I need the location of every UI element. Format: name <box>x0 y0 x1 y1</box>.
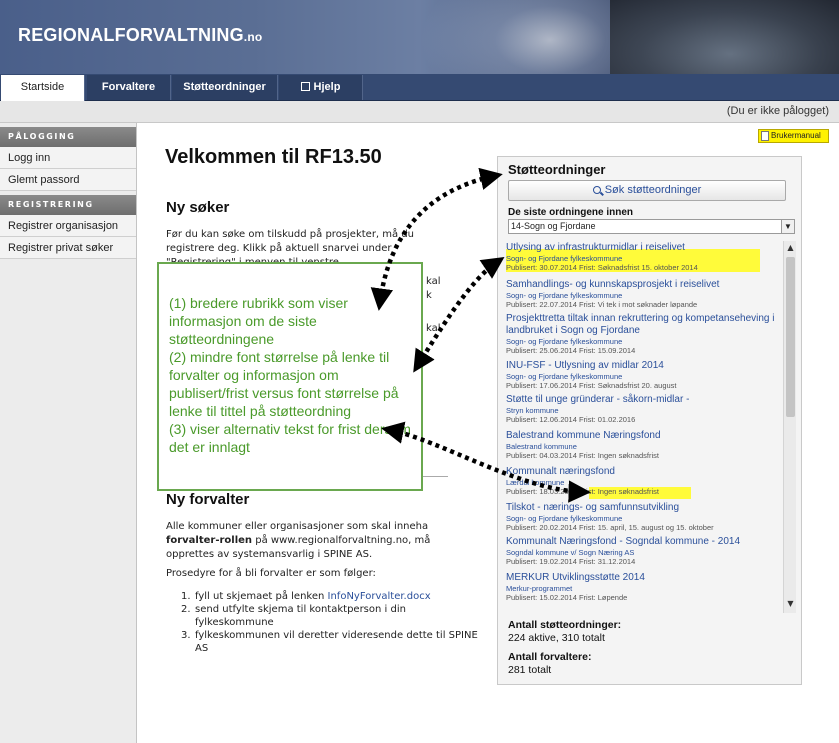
tab-forvaltere[interactable]: Forvaltere <box>87 75 171 100</box>
stats-managers-value: 281 totalt <box>508 664 552 676</box>
main-nav <box>0 74 839 101</box>
sidebar <box>0 123 137 743</box>
list-item[interactable] <box>506 466 782 496</box>
scroll-down-icon[interactable]: ▼ <box>787 599 794 608</box>
tab-startside[interactable]: Startside <box>1 75 85 102</box>
scheme-title-link[interactable]: Prosjekttretta tiltak innan rekruttering og kompetanseheving i landbruket i Sogn og Fjordane <box>506 313 775 336</box>
scheme-meta: Publisert: 25.06.2014 Frist: 15.09.2014 <box>506 346 636 355</box>
info-doc-link[interactable]: InfoNyForvalter.docx <box>327 591 431 602</box>
list-item[interactable] <box>506 502 782 532</box>
hidden-text-fragment: kal <box>426 323 441 334</box>
scheme-owner-link[interactable]: Balestrand kommune <box>506 442 577 451</box>
list-item[interactable] <box>506 279 782 309</box>
scheme-meta: Publisert: 15.02.2014 Frist: Løpende <box>506 593 628 602</box>
sidebar-heading-registrering: REGISTRERING <box>0 195 136 215</box>
scheme-title-link[interactable]: Balestrand kommune Næringsfond <box>506 430 661 441</box>
list-item[interactable] <box>506 394 782 424</box>
scheme-meta: Publisert: 30.07.2014 Frist: Søknadsfrist 15. oktober 2014 <box>506 263 698 272</box>
scheme-title-link[interactable]: Støtte til unge gründerar - såkorn-midlar - <box>506 394 690 405</box>
search-schemes-button[interactable]: Søk støtteordninger <box>508 180 786 201</box>
stats-managers-label: Antall forvaltere: <box>508 651 592 663</box>
new-manager-text: Alle kommuner eller organisasjoner som skal inneha forvalter-rollen på www.regionalforvaltning.no, må opprettes av systemansvarlig i SPINE AS. <box>166 521 431 560</box>
scheme-meta: Publisert: 19.02.2014 Frist: 31.12.2014 <box>506 557 636 566</box>
scheme-title-link[interactable]: MERKUR Utviklingsstøtte 2014 <box>506 572 645 583</box>
scheme-title-link[interactable]: Samhandlings- og kunnskapsprosjekt i reiselivet <box>506 279 720 290</box>
list-item[interactable] <box>506 242 782 272</box>
hidden-text-fragment: kal <box>426 276 441 287</box>
list-item: 1. fyll ut skjemaet på lenken InfoNyForvalter.docx <box>181 591 431 602</box>
scheme-owner-link[interactable]: Stryn kommune <box>506 406 559 415</box>
annotation-callout <box>157 262 423 491</box>
header-planet-image <box>610 0 839 74</box>
scroll-thumb[interactable] <box>786 257 795 417</box>
login-status: (Du er ikke pålogget) <box>726 105 829 117</box>
scheme-owner-link[interactable]: Sogndal kommune v/ Sogn Næring AS <box>506 548 635 557</box>
list-item[interactable] <box>506 360 782 390</box>
list-item[interactable] <box>506 313 782 355</box>
sidebar-item-registrer-organisasjon[interactable]: Registrer organisasjon <box>0 215 136 237</box>
new-manager-heading: Ny forvalter <box>166 491 250 508</box>
tab-hjelp[interactable]: Hjelp <box>279 75 363 100</box>
site-header <box>0 0 839 74</box>
schemes-list <box>506 240 782 612</box>
scheme-owner-link[interactable]: Sogn- og Fjordane fylkeskommune <box>506 514 623 523</box>
external-link-icon <box>301 82 310 91</box>
search-icon <box>593 186 601 194</box>
scheme-meta: Publisert: 22.07.2014 Frist: Vi tek i mot søknader løpande <box>506 300 698 309</box>
procedure-text: Prosedyre for å bli forvalter er som følger: <box>166 568 376 579</box>
scheme-title-link[interactable]: INU-FSF - Utlysning av midlar 2014 <box>506 360 664 371</box>
scheme-meta: Publisert: 04.03.2014 Frist: Ingen søknadsfrist <box>506 451 659 460</box>
scheme-owner-link[interactable]: Sogn- og Fjordane fylkeskommune <box>506 337 623 346</box>
scheme-owner-link[interactable]: Sogn- og Fjordane fylkeskommune <box>506 254 623 263</box>
scroll-up-icon[interactable]: ▲ <box>787 243 794 252</box>
sidebar-item-registrer-privat-soker[interactable]: Registrer privat søker <box>0 237 136 259</box>
county-select[interactable]: 14-Sogn og Fjordane ▼ <box>508 219 795 234</box>
scheme-owner-link[interactable]: Sogn- og Fjordane fylkeskommune <box>506 291 623 300</box>
list-item[interactable] <box>506 430 782 460</box>
site-logo[interactable]: REGIONALFORVALTNING.no <box>18 25 263 45</box>
scheme-title-link[interactable]: Utlysing av infrastrukturmidlar i reiselivet <box>506 242 685 253</box>
scheme-title-link[interactable]: Tilskot - nærings- og samfunnsutvikling <box>506 502 680 513</box>
new-applicant-text: Før du kan søke om tilskudd på prosjekter, må du registrere deg. Klikk på aktuell snarvei under <box>166 229 415 254</box>
sidebar-item-glemt-passord[interactable]: Glemt passord <box>0 169 136 191</box>
scheme-meta: Publisert: 12.06.2014 Frist: 01.02.2016 <box>506 415 636 424</box>
scheme-title-link[interactable]: Kommunalt Næringsfond - Sogndal kommune - 2014 <box>506 536 741 547</box>
hidden-text-fragment: k <box>426 290 432 301</box>
list-item: 2. send utfylte skjema til kontaktperson i din fylkeskommune <box>181 604 406 628</box>
list-item: 3. fylkeskommunen vil deretter videresende dette til SPINE AS <box>181 630 478 654</box>
divider <box>420 476 448 477</box>
new-applicant-heading: Ny søker <box>166 199 230 216</box>
tab-stotteordninger[interactable]: Støtteordninger <box>172 75 278 100</box>
stats-schemes-value: 224 aktive, 310 totalt <box>508 632 605 644</box>
scheme-owner-link[interactable]: Lærdal kommune <box>506 478 565 487</box>
scheme-owner-link[interactable]: Merkur-programmet <box>506 584 573 593</box>
list-item[interactable] <box>506 536 782 566</box>
schemes-panel <box>497 156 802 685</box>
scheme-meta: Publisert: 18.03.2014 Frist: Ingen søknadsfrist <box>506 487 659 496</box>
panel-title: Støtteordninger <box>508 162 606 177</box>
status-bar <box>0 101 839 123</box>
scheme-meta: Publisert: 17.06.2014 Frist: Søknadsfrist 20. august <box>506 381 677 390</box>
chevron-down-icon: ▼ <box>781 220 794 233</box>
user-manual-button[interactable]: Brukermanual <box>758 129 829 143</box>
list-scrollbar[interactable] <box>783 241 796 613</box>
list-item[interactable] <box>506 572 782 602</box>
scheme-owner-link[interactable]: Sogn- og Fjordane fylkeskommune <box>506 372 623 381</box>
page-title: Velkommen til RF13.50 <box>165 146 382 168</box>
latest-label: De siste ordningene innen <box>508 207 634 218</box>
procedure-steps <box>181 590 481 655</box>
document-icon <box>761 131 769 141</box>
stats-schemes-label: Antall støtteordninger: <box>508 619 622 631</box>
scheme-title-link[interactable]: Kommunalt næringsfond <box>506 466 615 477</box>
annotation-text: (1) bredere rubrikk som viser informasjon om de siste støtteordningene (2) mindre font størrelse på lenke til forvalter og informasjon om publisert/frist versus font størrelse på lenke til tittel på støtteordning (3) viser alternativ tekst for frist dersom det er innlagt <box>169 295 411 455</box>
sidebar-heading-login: PÅLOGGING <box>0 127 136 147</box>
scheme-meta: Publisert: 20.02.2014 Frist: 15. april, 15. august og 15. oktober <box>506 523 714 532</box>
sidebar-item-logg-inn[interactable]: Logg inn <box>0 147 136 169</box>
